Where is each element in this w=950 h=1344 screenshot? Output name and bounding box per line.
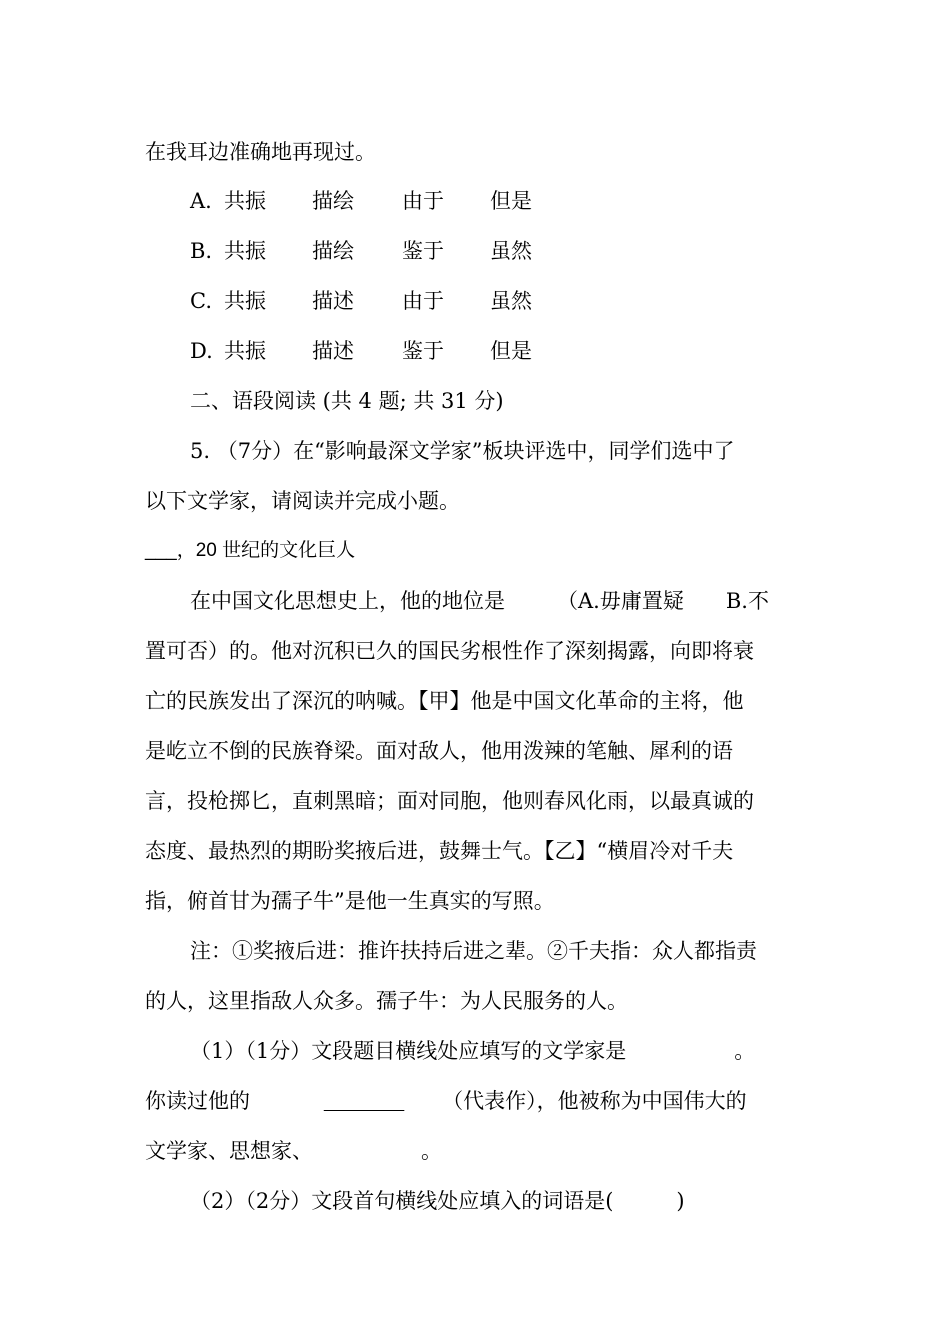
option-word: 鉴于 — [402, 239, 444, 263]
option-word: 但是 — [490, 189, 532, 213]
sub-question-text: （1）（1分）文段题目横线处应填写的文学家是 — [190, 1039, 627, 1063]
choice-a-text: （A.毋庸置疑 — [557, 589, 684, 613]
option-word: 描述 — [312, 339, 354, 363]
section-heading: 二、语段阅读 (共 4 题; 共 31 分) — [190, 389, 504, 413]
sub-question-text: 你读过他的 — [145, 1089, 250, 1113]
option-letter: D. — [190, 339, 213, 363]
option-word: 共振 — [224, 339, 266, 363]
sub-question-text: 文学家、思想家、 — [145, 1139, 313, 1163]
passage-line — [190, 586, 769, 616]
option-letter: B. — [190, 239, 213, 263]
option-word: 共振 — [224, 289, 266, 313]
passage-line: 态度、最热烈的期盼奖掖后进，鼓舞士气。【乙】“横眉冷对千夫 — [145, 839, 734, 863]
passage-line: 是屹立不倒的民族脊梁。面对敌人，他用泼辣的笔触、犀利的语 — [145, 739, 733, 763]
option-word: 鉴于 — [402, 339, 444, 363]
passage-title: ___，20 世纪的文化巨人 — [145, 540, 356, 561]
option-word: 共振 — [224, 239, 266, 263]
question-5-line: 以下文学家，请阅读并完成小题。 — [145, 489, 460, 513]
option-word: 由于 — [402, 289, 444, 313]
choice-b-text: B.不 — [725, 589, 769, 613]
passage-line: 言，投枪掷匕，直刺黑暗；面对同胞，他则春风化雨，以最真诚的 — [145, 789, 754, 813]
note-line: 注：①奖掖后进：推许扶持后进之辈。②千夫指：众人都指责 — [190, 939, 757, 963]
option-word: 描绘 — [312, 239, 354, 263]
passage-line: 亡的民族发出了深沉的呐喊。【甲】他是中国文化革命的主将，他 — [145, 689, 744, 713]
sub-question-2: （2）（2分）文段首句横线处应填入的词语是( ) — [190, 1189, 685, 1213]
option-word: 由于 — [402, 189, 444, 213]
passage-line: 置可否）的。他对沉积已久的国民劣根性作了深刻揭露，向即将衰 — [145, 639, 754, 663]
option-word: 共振 — [224, 189, 266, 213]
option-word: 描述 — [312, 289, 354, 313]
answer-blank: _________ — [324, 1095, 405, 1112]
option-word: 虽然 — [490, 239, 532, 263]
option-word: 虽然 — [490, 289, 532, 313]
punctuation: 。 — [421, 1139, 442, 1163]
option-word: 描绘 — [312, 189, 354, 213]
sub-question-1 — [190, 1036, 755, 1066]
option-word: 但是 — [490, 339, 532, 363]
sub-question-1-line — [145, 1086, 747, 1119]
passage-line: 指，俯首甘为孺子牛”是他一生真实的写照。 — [145, 889, 555, 913]
question-5-line: 5. （7分）在“影响最深文学家”板块评选中，同学们选中了 — [190, 439, 735, 463]
passage-text: 在中国文化思想史上，他的地位是 — [190, 589, 505, 613]
note-line: 的人，这里指敌人众多。孺子牛：为人民服务的人。 — [145, 989, 628, 1013]
text-line: 在我耳边准确地再现过。 — [145, 140, 376, 164]
option-letter: C. — [190, 289, 212, 313]
punctuation: 。 — [734, 1039, 756, 1063]
sub-question-1-line — [145, 1136, 442, 1166]
sub-question-text: （代表作），他被称为中国伟大的 — [442, 1089, 747, 1113]
option-letter: A. — [190, 189, 212, 213]
